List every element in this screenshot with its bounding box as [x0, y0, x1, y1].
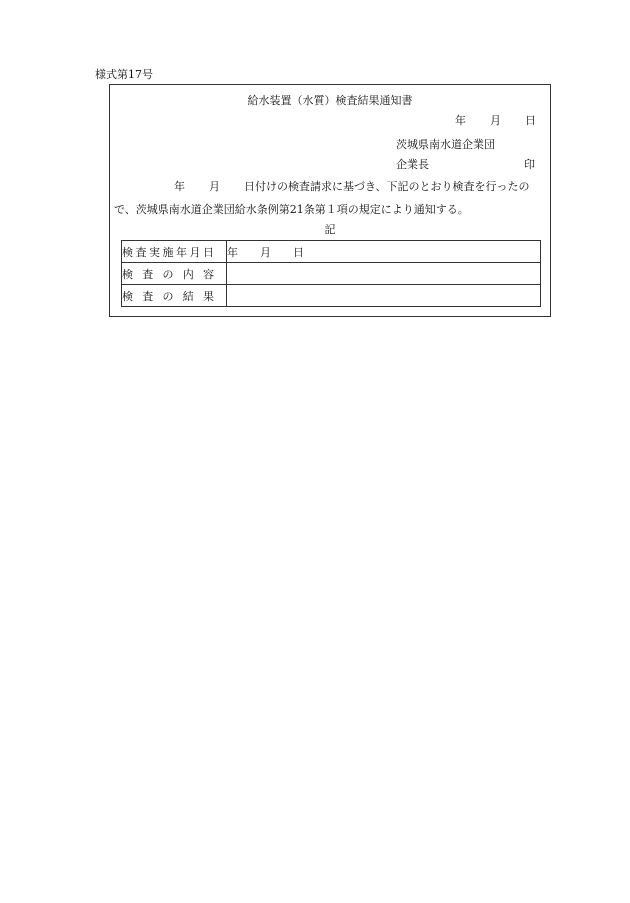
body-year: 年: [174, 180, 185, 193]
inspection-day: 日: [293, 245, 304, 259]
table-row: [122, 241, 541, 263]
sender-position: 企業長: [396, 158, 429, 171]
table-row: [122, 263, 541, 285]
body-text-line1: [116, 178, 530, 194]
date-month: 月: [490, 114, 501, 127]
body-line1-rest: 日付けの検査請求に基づき、下記のとおり検査を行ったの: [244, 180, 530, 193]
notice-frame: [109, 84, 551, 317]
body-month: 月: [209, 180, 220, 193]
table-row: [122, 285, 541, 307]
inspection-month: 月: [260, 245, 271, 259]
inspection-content-value: [227, 263, 541, 285]
inspection-date-value: [227, 241, 541, 263]
row-label-inspection-result: 検査の結果: [122, 285, 227, 307]
row-label-inspection-date: 検査実施年月日: [122, 241, 227, 263]
ki-heading: 記: [324, 223, 336, 236]
notice-date: [455, 112, 536, 128]
inspection-year: 年: [227, 245, 238, 259]
date-year: 年: [455, 114, 466, 127]
inspection-result-value: [227, 285, 541, 307]
row-label-inspection-content: 検査の内容: [122, 263, 227, 285]
sender-organization: 茨城県南水道企業団: [396, 138, 495, 151]
document-title: 給水装置（水質）検査結果通知書: [247, 94, 413, 107]
seal-mark: 印: [524, 158, 535, 171]
date-day: 日: [525, 114, 536, 127]
result-table: [121, 240, 541, 307]
body-text-line2: で、茨城県南水道企業団給水条例第21条第１項の規定により通知する。: [114, 203, 469, 216]
form-number: 様式第17号: [95, 68, 153, 81]
